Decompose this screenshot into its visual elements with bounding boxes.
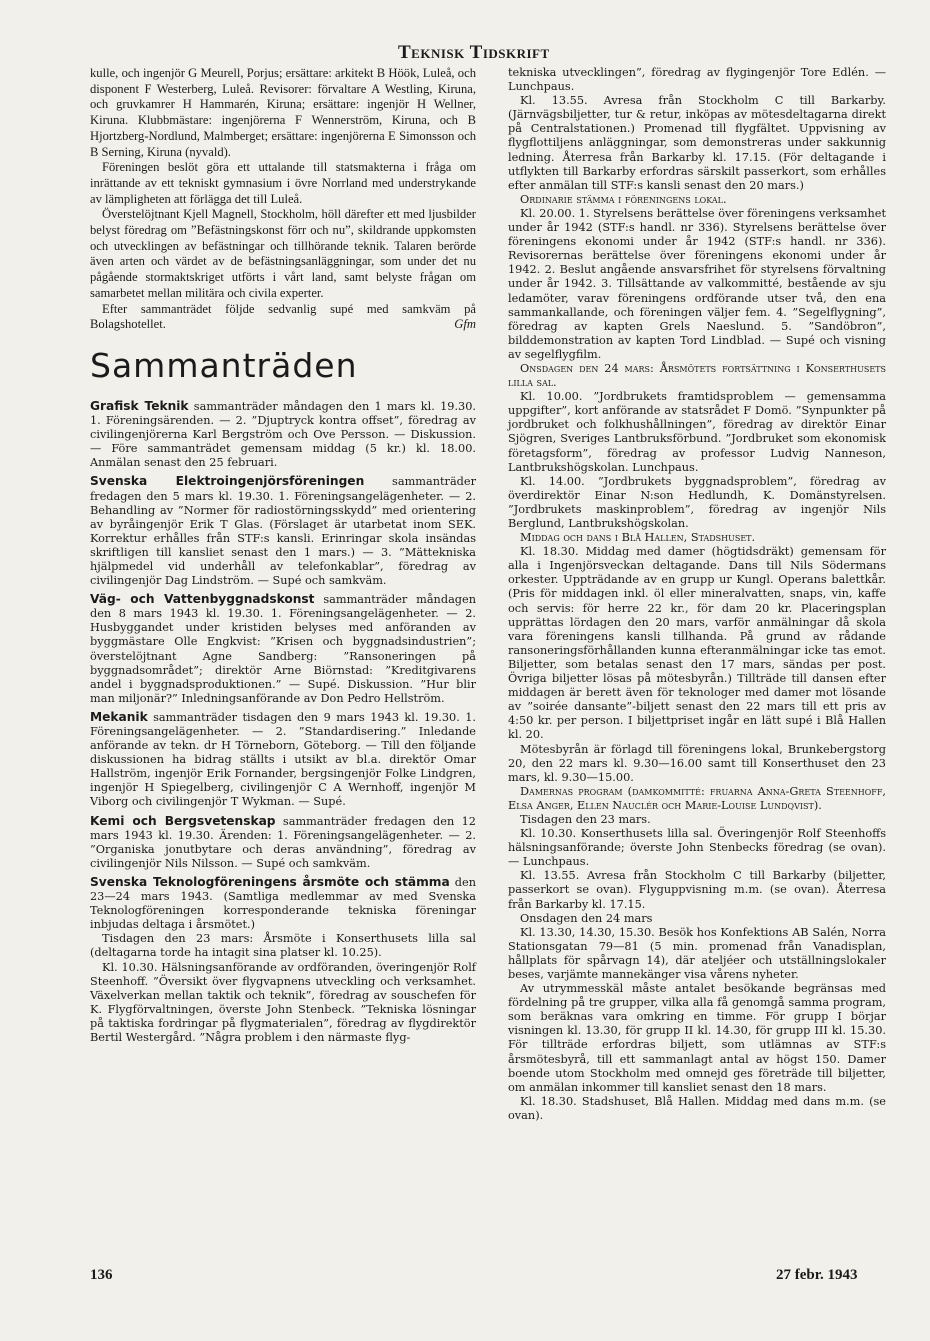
right-paragraph: Mötesbyrån är förlagd till föreningens lokal, Brunkebergstorg 20, den 22 mars kl. 9.30—16.00 samt till Konserthuset den 23 mars, kl. 9.30—15.00. xyxy=(508,742,886,784)
intro-block xyxy=(90,66,476,333)
meeting-notice xyxy=(90,710,476,810)
right-paragraph: Tisdagen den 23 mars. xyxy=(520,812,651,826)
page-number: 136 xyxy=(90,1267,113,1283)
meeting-paragraph: Kl. 10.30. Hälsningsanförande av ordföranden, överingenjör Rolf Steenhoff. ”Översikt över flygvapnens utveckling och verksamhet. Växelverkan mellan taktik och teknik”, föredrag av souschefen för K. Flygförvaltningen, överste John Stenbeck. ”Tekniska lösningar på taktiska fordringar på flygmaterialen”, föredrag av flygdirektör Bertil Westergård. ”Några problem i den närmaste flyg- xyxy=(90,960,476,1044)
meeting-notice xyxy=(90,474,476,588)
meeting-org: Väg- och Vattenbyggnadskonst xyxy=(90,592,315,607)
right-subheading: Onsdagen den 24 mars: Årsmötets fortsättning i Konserthusets lilla sal. xyxy=(508,361,886,390)
section-heading: Sammanträden xyxy=(90,345,358,385)
signature: Gfm xyxy=(454,317,476,332)
intro-paragraph-1: kulle, och ingenjör G Meurell, Porjus; ersättare: arkitekt B Höök, Luleå, och disponent F Westerberg, Luleå. Revisorer: förvaltare A Westling, Kiruna, och gruvkamrer H Hammarén, Kiruna; ersättare: ingenjör H Wellner, Kiruna. Klubbmästare: ingenjörerna F Wennerström, Kiruna, och B Hjortzberg-Nordlund, Malmberget; ersättare: ingenjörerna E Simonsson och B Serning, Kiruna (nyvald). xyxy=(90,66,476,159)
meeting-text: sammanträder fredagen den 5 mars kl. 19.30. 1. Föreningsangelägenheter. — 2. Behandling av ”Normer för radiostörningsskydd” med orientering av byråingenjör Erik T Glas. (Förslaget är utarbetat inom SEK. Korrektur erhålles från STF:s kansli. Erinringar skola insändas skriftligen till kansliet senast den 1 mars.) — 3. ”Mättekniska hjälpmedel vid underhåll av telefonkablar”, föredrag av civilingenjör Dag Lindström. — Supé och samkväm. xyxy=(90,475,476,588)
meeting-org: Mekanik xyxy=(90,709,148,724)
meeting-notices xyxy=(90,399,476,1045)
meeting-notice xyxy=(90,592,476,706)
right-paragraph: Kl. 10.30. Konserthusets lilla sal. Överingenjör Rolf Steenhoffs hälsningsanförande; överste John Stenbecks föredrag (se ovan). — Lunchpaus. xyxy=(508,827,886,869)
right-subheading: Ordinarie stämma i föreningens lokal. xyxy=(520,192,727,206)
right-paragraph: Onsdagen den 24 mars xyxy=(520,911,653,925)
right-paragraph: Kl. 13.30, 14.30, 15.30. Besök hos Konfektions AB Salén, Norra Stationsgatan 79—81 (5 min. promenad från Vanadisplan, hållplats för spårvagn 14), där ateljéer och utställningslokaler beses, varjämte mannekänger visa vårens nyheter. xyxy=(508,925,886,981)
right-paragraph: Kl. 18.30. Stadshuset, Blå Hallen. Middag med dans m.m. (se ovan). xyxy=(508,1094,886,1122)
intro-paragraph-3: Överstelöjtnant Kjell Magnell, Stockholm, höll därefter ett med ljusbilder belyst föredrag om ”Befästningskonst förr och nu”, skildrande uppkomsten och utvecklingen av befästningar och tillhörande teknik. Talaren berörde även arten och värdet av de befästningsanläggningar, som under det nu pågående stormaktskriget utförts i vårt land, samt belyste frågan om samarbetet mellan militära och civila experter. xyxy=(90,207,476,300)
right-paragraph: Kl. 14.00. ”Jordbrukets byggnadsproblem”, föredrag av överdirektör Einar N:son Hedlundh, K. Domänstyrelsen. ”Jordbrukets maskinproblem”, föredrag av ingenjör Nils Berglund, Lantbrukshögskolan. xyxy=(508,474,886,530)
meeting-paragraph: Tisdagen den 23 mars: Årsmöte i Konserthusets lilla sal (deltagarna torde ha intagit sina platser kl. 10.25). xyxy=(90,932,476,960)
meeting-org: Kemi och Bergsvetenskap xyxy=(90,813,276,828)
right-subheading: Damernas program (damkommitté: fruarna Anna-Greta Steenhoff, Elsa Anger, Ellen Nauclér och Marie-Louise Lundqvist). xyxy=(508,784,886,812)
meeting-notice xyxy=(90,875,476,932)
right-column xyxy=(508,66,886,1123)
right-paragraph: Kl. 20.00. 1. Styrelsens berättelse över föreningens verksamhet under år 1942 (STF:s handl. nr 336). Styrelsens berättelse över föreningens ekonomi under år 1942 (STF:s handl. nr 336). Revisorernas berättelse över föreningens ekonomi under år 1942. 2. Beslut angående ansvarsfrihet för styrelsens förvaltning under år 1942. 3. Tillsättande av valkommitté, bestående av sju ledamöter, varav föreningens ordförande utser två, den ena sammankallande, och föreningen väljer fem. 4. ”Segelflygning”, föredrag av kapten Grels Naeslund. 5. ”Sandöbron”, bilddemonstration av kapten Tord Lindblad. — Supé och visning av segelflygfilm. xyxy=(508,206,886,361)
meeting-org: Grafisk Teknik xyxy=(90,398,189,413)
meeting-text: sammanträder måndagen den 1 mars kl. 19.30. 1. Föreningsärenden. — 2. ”Djuptryck kontra offset”, föredrag av civilingenjörerna Karl Bergström och Ove Persson. — Diskussion. — Före sammanträdet gemensam middag (5 kr.) kl. 18.00. Anmälan senast den 25 februari. xyxy=(90,399,476,470)
meeting-org: Svenska Elektroingenjörsföreningen xyxy=(90,474,365,489)
right-paragraph: Kl. 10.00. ”Jordbrukets framtidsproblem — gemensamma uppgifter”, kort anförande av statsrådet F Domö. ”Synpunkter på jordbruket och folkhushållningen”, föredrag av direktör Einar Sjögren, Sveriges Lantbruksförbund. ”Jordbruket som ekonomisk företagsform”, föredrag av professor Ludvig Nanneson, Lantbrukshögskolan. Lunchpaus. xyxy=(508,390,886,474)
meeting-notice xyxy=(90,814,476,871)
right-paragraph: Kl. 13.55. Avresa från Stockholm C till Barkarby. (Järnvägsbiljetter, tur & retur, inköpas av mötesdeltagarna direkt på Centralstationen.) Promenad till flygfältet. Uppvisning av flygflottiljens anläggningar, som demonstreras under sakkunnig ledning. Återresa från Barkarby kl. 17.15. (För deltagande i utflykten till Barkarby erfordras särskilt passerkort, som erhålles efter anmälan till STF:s kansli senast den 20 mars.) xyxy=(508,94,886,192)
right-paragraph: Av utrymmesskäl måste antalet besökande begränsas med fördelning på tre grupper, vilka alla få genomgå samma program, som beräknas vara omkring en timme. För grupp I börjar visningen kl. 13.30, för grupp II kl. 14.30, för grupp III kl. 15.30. För tillträde erfordras biljett, som utlämnas av STF:s årsmötesbyrå, till ett sammanlagt antal av högst 150. Damer boende utom Stockholm med omnejd ges företräde till biljetter, om anmälan inkommer till kansliet senast den 18 mars. xyxy=(508,982,886,1094)
meeting-text: den 23—24 mars 1943. (Samtliga medlemmar av med Svenska Teknologföreningen korresponderande tekniska föreningar inbjudas deltaga i årsmötet.) xyxy=(90,875,476,932)
meeting-org: Svenska Teknologföreningens årsmöte och stämma xyxy=(90,874,450,889)
right-paragraph: Kl. 13.55. Avresa från Stockholm C till Barkarby (biljetter, passerkort se ovan). Flyguppvisning m.m. (se ovan). Återresa från Barkarby kl. 17.15. xyxy=(508,869,886,911)
intro-paragraph-2: Föreningen beslöt göra ett uttalande till statsmakterna i fråga om inrättande av ett tekniskt gymnasium i övre Norrland med understrykande av lämpligheten att förlägga det till Luleå. xyxy=(90,160,476,206)
meeting-text: sammanträder måndagen den 8 mars 1943 kl. 19.30. 1. Föreningsangelägenheter. — 2. Husbyggandet under kristiden belyses med anföranden av byggmästare Olle Engkvist: ”Krisen och byggnadsindustrien”; överstelöjtnant Agne Sandberg: ”Ransoneringen på byggnadsområdet”; direktör Arne Biörnstad: ”Kreditgivarens andel i byggnadsproduktionen.” — Supé. Diskussion. ”Hur blir man miljonär?” Inledningsanförande av Don Pedro Hellström. xyxy=(90,593,476,705)
right-paragraph: Kl. 18.30. Middag med damer (högtidsdräkt) gemensam för alla i Ingenjörsveckan deltagande. Dans till Nils Södermans orkester. Uppträdande av en grupp ur Kungl. Operans balettkår. (Pris för middagen inkl. öl eller mineralvatten, snaps, vin, kaffe och servis: för herre 22 kr., för dam 20 kr. Placeringsplan upprättas lördagen den 20 mars, varför anmälningar då skola vara föreningens kansli tillhanda. På grund av rådande ransoneringsförhållanden kunna efteranmälningar icke tas emot. Biljetter, som betalas senast den 17 mars, sändas per post. Övriga biljetter lösas på mötesbyrån.) Tillträde till dansen efter middagen är berett även för teknologer med damer mot lösande av ”soirée dansante”-biljett senast den 22 mars till ett pris av 4:50 kr. per person. I biljettpriset ingår en lätt supé i Blå Hallen kl. 20. xyxy=(508,545,886,742)
meeting-text: sammanträder tisdagen den 9 mars 1943 kl. 19.30. 1. Föreningsangelägenheter. — 2. ”Standardisering.” Inledande anförande av tekn. dr H Törneborn, Göteborg. — Till den följande diskussionen ha bidrag ställts i utsikt av bl.a. direktör Omar Hallström, ingenjör Erik Fornander, bergsingenjör Folke Lindgren, ingenjör H Spiegelberg, civilingenjör C A Wernhoff, ingenjör M Viborg och civilingenjör T Wykman. — Supé. xyxy=(90,710,476,809)
intro-paragraph-4-text: Efter sammanträdet följde sedvanlig supé med samkväm på Bolagshotellet. xyxy=(90,301,476,332)
left-column xyxy=(90,66,476,1045)
journal-title: Teknisk Tidskrift xyxy=(398,42,550,63)
meeting-notice xyxy=(90,399,476,470)
right-subheading: Middag och dans i Blå Hallen, Stadshuset. xyxy=(520,531,756,545)
right-paragraph: tekniska utvecklingen”, föredrag av flygingenjör Tore Edlén. — Lunchpaus. xyxy=(508,66,886,94)
intro-paragraph-4 xyxy=(90,302,476,333)
meeting-text: sammanträder fredagen den 12 mars 1943 kl. 19.30. Ärenden: 1. Föreningsangelägenheter. — 2. ”Organiska jonutbytare och deras användning”, föredrag av civilingenjör Nils Nilsson. — Supé och samkväm. xyxy=(90,814,476,870)
issue-date: 27 febr. 1943 xyxy=(776,1267,858,1283)
